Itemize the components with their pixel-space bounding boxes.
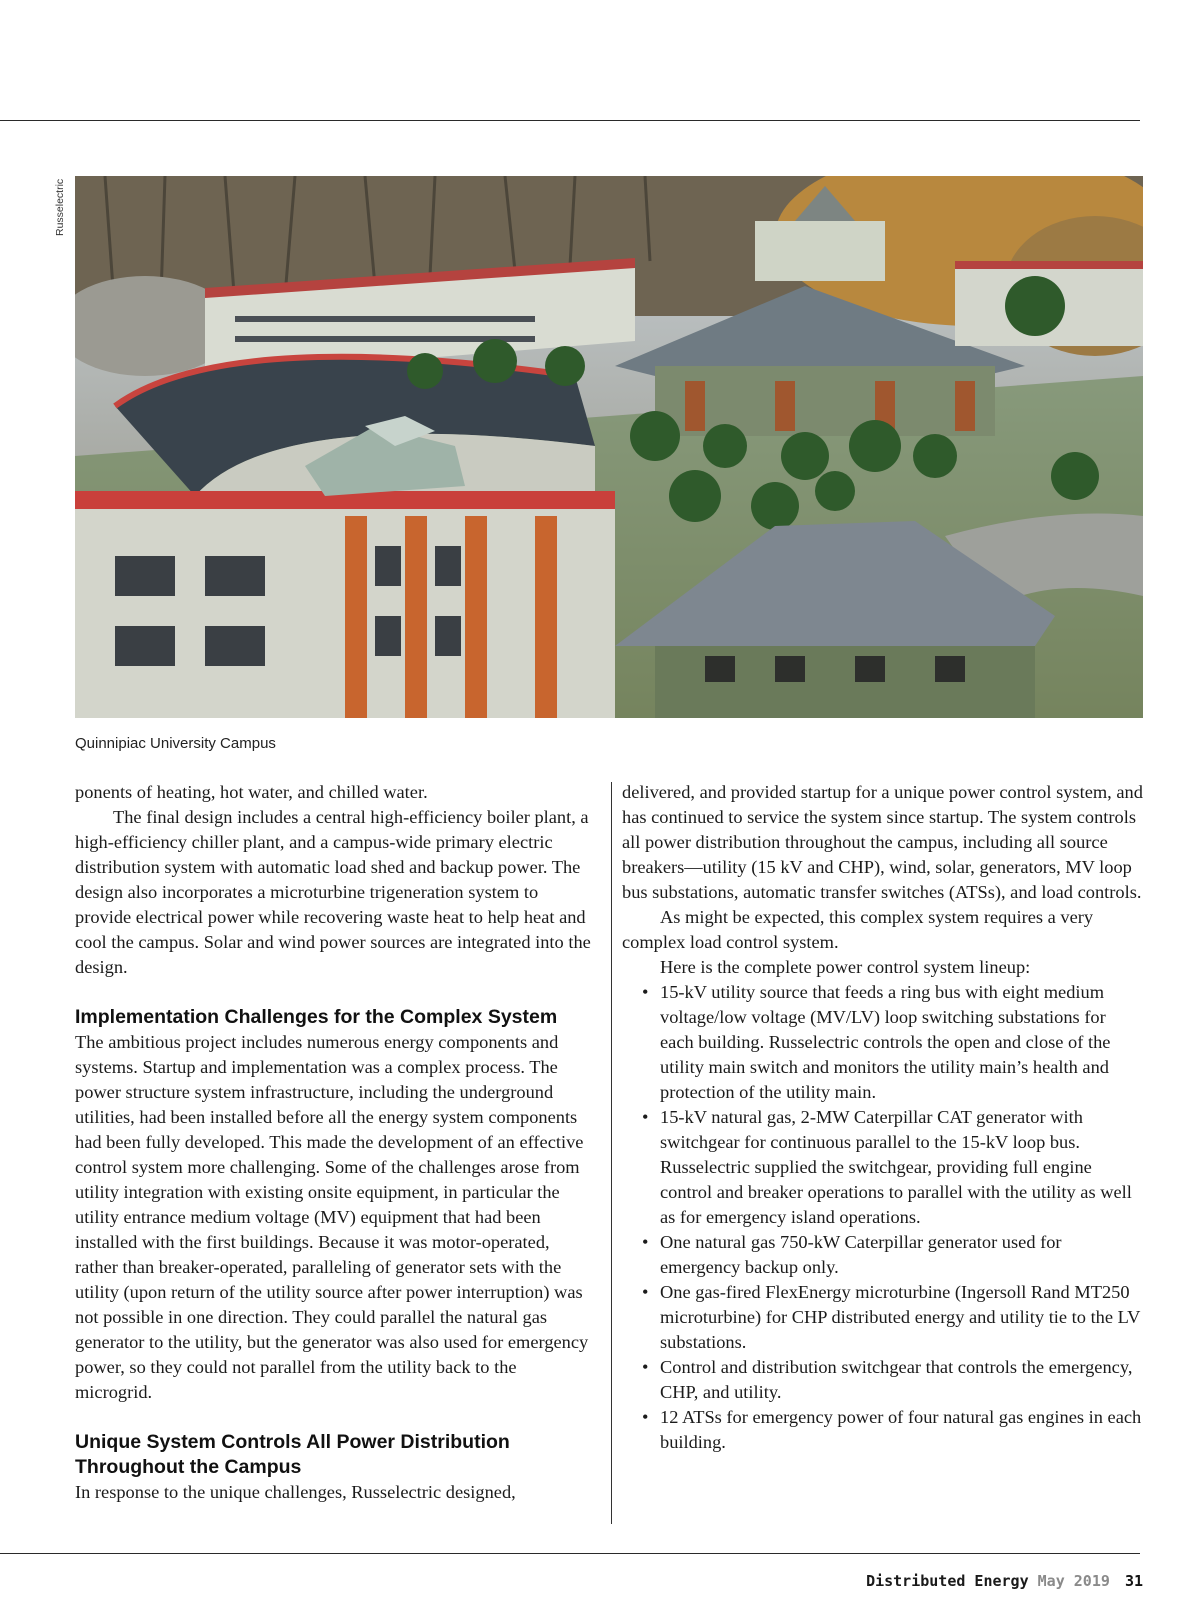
photo-caption: Quinnipiac University Campus [75,735,276,752]
left-paragraph-2: The final design includes a central high-efficiency boiler plant, a high-efficiency chiller plant, and a campus-wide primary electric distribution system with automatic load shed and backup power. The design also incorporates a microturbine trigeneration system to provide electrical power while recovering waste heat to help heat and cool the campus. Solar and wind power sources are integrated into the design. [75,807,591,977]
list-item: • 15-kV natural gas, 2-MW Caterpillar CAT generator with switchgear for continuous parallel to the 15-kV loop bus. Russelectric supplied the switchgear, providing full engine control and breaker operations to parallel with the utility as well as for emergency island operations. [622,1105,1144,1230]
left-paragraph-3: The ambitious project includes numerous energy components and systems. Startup and implementation was a complex process. The power structure system infrastructure, including the underground utilities, had been installed before all the energy system components had been fully developed. This made the development of an effective control system more challenging. Some of the challenges arose from utility integration with existing onsite equipment, in particular the utility entrance medium voltage (MV) equipment that had been installed with the first buildings. Because it was motor-operated, rather than breaker-operated, paralleling of generator sets with the utility (upon return of the utility source after power interruption) was not possible in one direction. They could parallel the natural gas generator to the utility, but the generator was also used for emergency power, so they could not parallel from the utility back to the microgrid. [75,1032,589,1402]
power-control-lineup-list [622,980,1144,1455]
left-paragraph-4: In response to the unique challenges, Russelectric designed, [75,1482,516,1502]
right-paragraph-1: delivered, and provided startup for a unique power control system, and has continued to service the system since startup. The system controls all power distribution throughout the campus, including all source breakers—utility (15 kV and CHP), wind, solar, generators, MV loop bus substations, automatic transfer switches (ATSs), and load controls. [622,782,1143,902]
list-item: • 12 ATSs for emergency power of four natural gas engines in each building. [622,1405,1144,1455]
left-column [75,780,595,1505]
section-heading-implementation: Implementation Challenges for the Complex System [75,1006,558,1028]
list-item: • One gas-fired FlexEnergy microturbine (Ingersoll Rand MT250 microturbine) for CHP distributed energy and utility tie to the LV substations. [622,1280,1144,1355]
photo-credit: Russelectric [54,178,66,236]
page-footer [866,1572,1143,1590]
bottom-rule [0,1553,1140,1554]
page-number: 31 [1124,1572,1143,1590]
right-paragraph-3: Here is the complete power control system lineup: [660,957,1031,977]
list-item: • One natural gas 750-kW Caterpillar generator used for emergency backup only. [622,1230,1144,1280]
issue-date: May 2019 [1037,1572,1110,1590]
magazine-name: Distributed Energy [866,1572,1029,1590]
campus-photo-illustration [75,176,1143,718]
top-rule [0,120,1140,121]
list-item: • Control and distribution switchgear that controls the emergency, CHP, and utility. [622,1355,1144,1405]
list-item: • 15-kV utility source that feeds a ring bus with eight medium voltage/low voltage (MV/LV) loop switching substations for each building. Russelectric controls the open and close of the utility main switch and monitors the utility main’s health and protection of the utility main. [622,980,1144,1105]
right-paragraph-2: As might be expected, this complex system requires a very complex load control system. [622,907,1094,952]
left-paragraph-1: ponents of heating, hot water, and chilled water. [75,782,428,802]
column-divider [611,782,612,1524]
section-heading-unique-system: Unique System Controls All Power Distribution Throughout the Campus [75,1431,510,1478]
campus-photo [75,176,1143,718]
right-column [622,780,1144,1455]
